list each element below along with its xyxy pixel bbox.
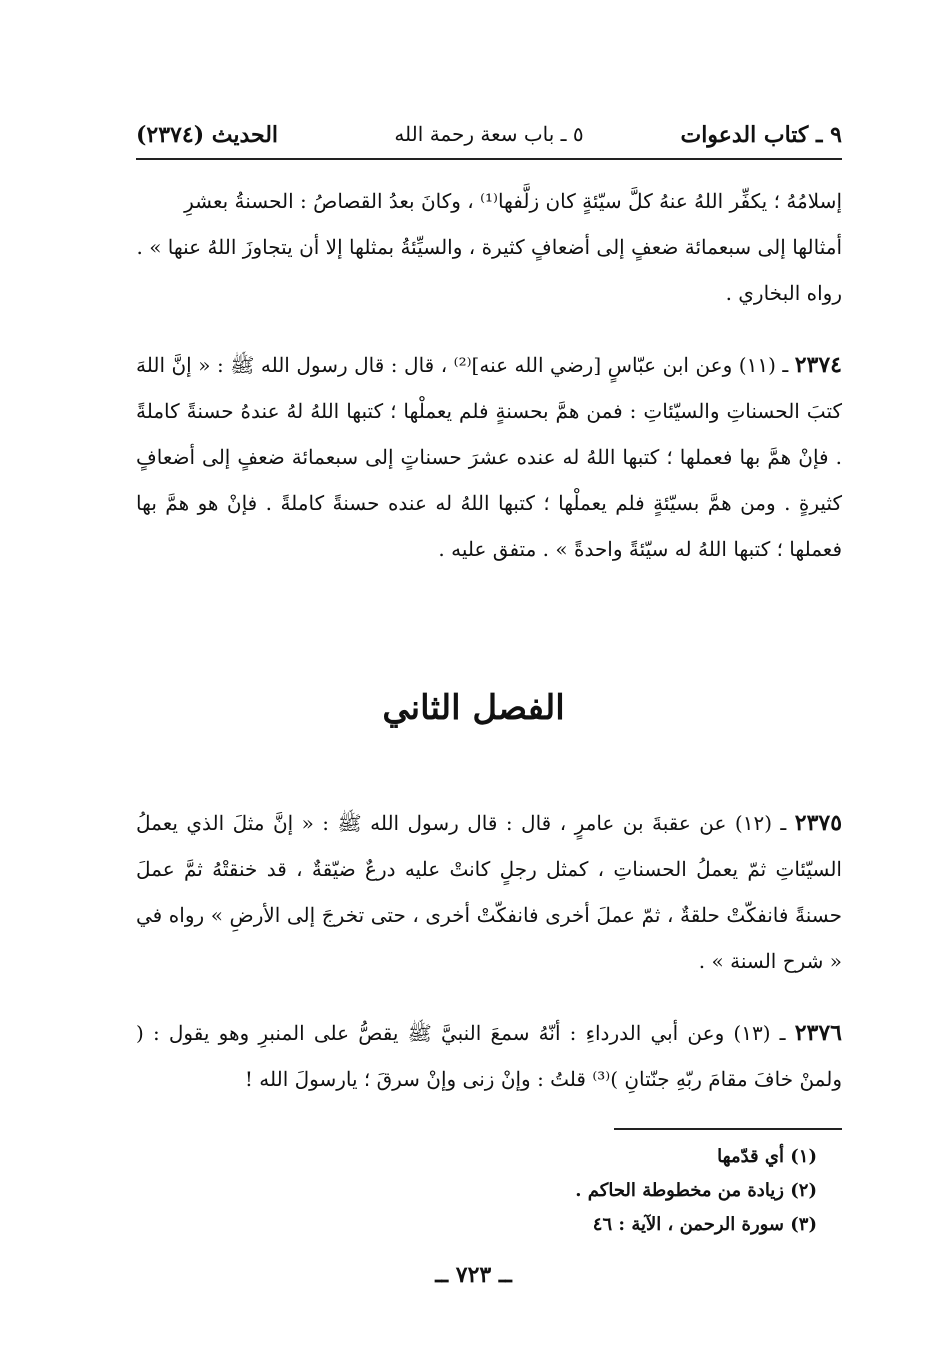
hadith-text: ـ (١١) وعن ابن عبّاسٍ [رضي الله عنه]⁽²⁾ ، قال : قال رسول الله ﷺ : « إنَّ اللهَ كتبَ الحسناتِ والسيّئاتِ : فمن همَّ بحسنةٍ فلم يعملْها ؛ كتبها اللهُ لهُ عندهُ حسنةً كاملةً . فإنْ همَّ بها فعملها ؛ كتبها اللهُ له عنده عشرَ حسناتٍ إلى سبعمائة ضعفٍ إلى أضعافٍ كثيرةٍ . ومن همَّ بسيّئةٍ فلم يعملْها ؛ كتبها اللهُ له عنده حسنةً كاملةً . فإنْ هو همَّ بها فعملها ؛ كتبها اللهُ له سيّئةً واحدةً » . متفق عليه . (136, 353, 842, 561)
footnote: (١) أي قدّمها (717, 1146, 817, 1167)
page-number: ــ ٧٢٣ ــ (435, 1262, 512, 1288)
text-line: رواه البخاري . (725, 281, 842, 305)
hadith-text: ـ (١٣) وعن أبي الدرداءِ : أنّهُ سمعَ النبيَّ ﷺ يقصُّ على المنبرِ وهو يقول : ( ولمنْ خافَ مقامَ ربّهِ جنّتانِ )⁽³⁾ قلتُ : وإنْ زنى وإنْ سرقَ ؛ يارسولَ الله ! (136, 1021, 842, 1091)
hadith-text: ـ (١٢) عن عقبةَ بن عامرٍ ، قال : قال رسول الله ﷺ : « إنَّ مثلَ الذي يعملُ السيّئاتِ ثمّ يعملُ الحسناتِ ، كمثل رجلٍ كانتْ عليه درعٌ ضيّقةٌ ، قد خنقتْهُ ثمَّ عملَ حسنةً فانفكّتْ حلقةٌ ، ثمّ عملَ أخرى فانفكّتْ أخرى ، حتى تخرجَ إلى الأرضِ » رواه في « شرح السنة » . (136, 811, 842, 973)
text-line: أمثالها إلى سبعمائة ضعفٍ إلى أضعافٍ كثيرة ، والسيِّئةُ بمثلها إلا أن يتجاوزَ اللهُ عنها » . (136, 235, 842, 259)
chapter-title: ٥ ـ باب سعة رحمة الله (394, 122, 584, 146)
footnote: (٣) سورة الرحمن ، الآية : ٤٦ (592, 1214, 817, 1235)
section-title: الفصل الثاني (382, 688, 565, 728)
paragraph-continuation (136, 178, 842, 316)
footnote: (٢) زيادة من مخطوطة الحاكم . (575, 1180, 817, 1201)
footnote-divider (614, 1128, 842, 1130)
hadith-reference: الحديث (٢٣٧٤) (136, 122, 279, 148)
hadith-2374 (136, 342, 842, 572)
running-header (136, 118, 842, 160)
text-line: إسلامُهُ ؛ يكفِّر اللهُ عنهُ كلَّ سيّئةٍ كان زلَّفها⁽¹⁾ ، وكانَ بعدُ القصاصُ : الحسنةُ بعشرِ (184, 189, 842, 213)
footnotes (417, 1140, 817, 1242)
hadith-2376 (136, 1010, 842, 1102)
hadith-number: ٢٣٧٦ (794, 1020, 842, 1046)
hadith-number: ٢٣٧٥ (794, 810, 843, 836)
book-title: ٩ ـ كتاب الدعوات (680, 122, 842, 148)
hadith-number: ٢٣٧٤ (794, 352, 842, 378)
hadith-2375 (136, 800, 842, 984)
